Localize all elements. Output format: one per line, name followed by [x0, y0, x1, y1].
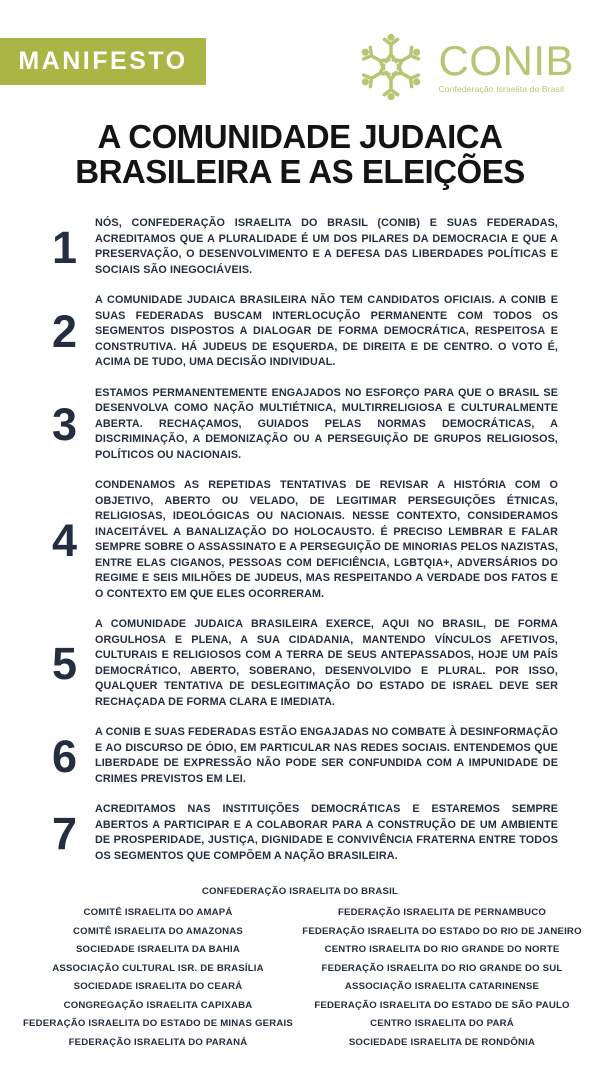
- federation-entry: ASSOCIAÇÃO CULTURAL ISR. DE BRASÍLIA: [52, 962, 264, 974]
- conib-logo-text: [438, 37, 574, 94]
- federation-entry: SOCIEDADE ISRAELITA DE RONDÔNIA: [348, 1036, 536, 1048]
- federation-entry: COMITÊ ISRAELITA DO AMAZONAS: [73, 925, 243, 937]
- manifesto-item-3: [52, 386, 558, 464]
- manifesto-item-1: [52, 216, 558, 278]
- federation-entry: FEDERAÇÃO ISRAELITA DO ESTADO DE MINAS GERAIS: [23, 1018, 293, 1029]
- item-number: 2: [52, 306, 78, 358]
- item-number: 1: [52, 221, 78, 273]
- federation-entry: SOCIEDADE ISRAELITA DA BAHIA: [75, 944, 241, 955]
- item-text: CONDENAMOS AS REPETIDAS TENTATIVAS DE REVISAR A HISTÓRIA COM O OBJETIVO, ABERTO OU VELADO, DE LEGITIMAR PERSEGUIÇÕES ÉTNICAS, RELIGIOSAS, IDEOLÓGICAS OU NACIONAIS. NESSE CONTEXTO, CONSIDERAMOS INACEITÁVEL A BANALIZAÇÃO DO HOLOCAUSTO. É PRECISO LEMBRAR E FALAR SEMPRE SOBRE O ASSASSINATO E A PERSEGUIÇÃO DE MINORIAS PELOS NAZISTAS, ENTRE ELAS CIGANOS, PESSOAS COM DEFICIÊNCIA, LGBTQIA+, ADVERSÁRIOS DO REGIME E SEIS MILHÕES DE JUDEUS, MAS RESPEITANDO A VERDADE DOS FATOS E O CONTEXTO EM QUE ELES OCORRERAM.: [95, 479, 558, 600]
- federation-entry: CENTRO ISRAELITA DO RIO GRANDE DO NORTE: [324, 944, 560, 955]
- item-number: 6: [52, 730, 78, 782]
- manifesto-items: [52, 216, 558, 879]
- federation-entry: CONGREGAÇÃO ISRAELITA CAPIXABA: [63, 999, 253, 1011]
- federation-entry: FEDERAÇÃO ISRAELITA DO PARANÁ: [68, 1036, 248, 1048]
- conib-wordmark: CONIB: [438, 37, 574, 84]
- federations-footer: [0, 886, 600, 1052]
- page-title-line2: BRASILEIRA E AS ELEIÇÕES: [75, 153, 525, 190]
- conib-tagline: Confederação Israelita do Brasil: [438, 84, 564, 94]
- federation-entry: ASSOCIAÇÃO ISRAELITA CATARINENSE: [344, 981, 540, 992]
- page-title-line1: A COMUNIDADE JUDAICA: [97, 118, 503, 155]
- manifesto-item-2: [52, 293, 558, 371]
- federation-entry: FEDERAÇÃO ISRAELITA DO RIO GRANDE DO SUL: [321, 962, 563, 974]
- federations-heading: CONFEDERAÇÃO ISRAELITA DO BRASIL: [201, 886, 399, 897]
- federation-entry: FEDERAÇÃO ISRAELITA DO ESTADO DE SÃO PAULO: [314, 999, 570, 1011]
- item-text: ESTAMOS PERMANENTEMENTE ENGAJADOS NO ESFORÇO PARA QUE O BRASIL SE DESENVOLVA COMO NAÇÃO MULTIÉTNICA, MULTIRRELIGIOSA E CULTURALMENTE ABERTA. RECHAÇAMOS, GUIADOS PELAS NORMAS DEMOCRÁTICAS, A DISCRIMINAÇÃO, A DEMONIZAÇÃO OU A PERSEGUIÇÃO DE GRUPOS RELIGIOSOS, POLÍTICOS OU NACIONAIS.: [95, 386, 558, 461]
- manifesto-item-7: [52, 802, 558, 864]
- item-number: 7: [52, 807, 78, 859]
- federation-entry: SOCIEDADE ISRAELITA DO CEARÁ: [73, 981, 243, 992]
- item-text: ACREDITAMOS NAS INSTITUIÇÕES DEMOCRÁTICAS E ESTAREMOS SEMPRE ABERTOS A PARTICIPAR E A COLABORAR PARA A CONSTRUÇÃO DE UM AMBIENTE DE PROSPERIDADE, JUSTIÇA, DIGNIDADE E CONVIVÊNCIA FRATERNA ENTRE TODOS OS SEGMENTOS QUE COMPÕEM A NAÇÃO BRASILEIRA.: [95, 803, 558, 862]
- conib-star-of-david-figures-icon: [352, 28, 430, 106]
- item-text: NÓS, CONFEDERAÇÃO ISRAELITA DO BRASIL (CONIB) E SUAS FEDERADAS, ACREDITAMOS QUE A PLURALIDADE É UM DOS PILARES DA DEMOCRACIA E QUE A PRESERVAÇÃO, O DESENVOLVIMENTO E A DEFESA DAS LIBERDADES POLÍTICAS E SOCIAIS SÃO INEGOCIÁVEIS.: [95, 217, 558, 276]
- item-text: A COMUNIDADE JUDAICA BRASILEIRA EXERCE, AQUI NO BRASIL, DE FORMA ORGULHOSA E PLENA, A SUA CIDADANIA, MANTENDO VÍNCULOS AFETIVOS, CULTURAIS E RELIGIOSOS COM A TERRA DE SEUS ANTEPASSADOS, HOJE UM PAÍS DEMOCRÁTICO, ABERTO, SOBERANO, DESENVOLVIDO E PLURAL. POR ISSO, QUALQUER TENTATIVA DE DESLEGITIMAÇÃO DO ESTADO DE ISRAEL DEVE SER RECHAÇADA DE FORMA CLARA E IMEDIATA.: [95, 618, 558, 708]
- federation-entry: COMITÊ ISRAELITA DO AMAPÁ: [83, 907, 233, 918]
- item-text: A COMUNIDADE JUDAICA BRASILEIRA NÃO TEM CANDIDATOS OFICIAIS. A CONIB E SUAS FEDERADAS BUSCAM INTERLOCUÇÃO PERMANENTE COM TODOS OS SEGMENTOS DISPOSTOS A DIALOGAR DE FORMA DEMOCRÁTICA, RESPEITOSA E CONSTRUTIVA. HÁ JUDEUS DE ESQUERDA, DE DIREITA E DE CENTRO. O VOTO É, ACIMA DE TUDO, UMA DECISÃO INDIVIDUAL.: [95, 294, 558, 368]
- manifesto-item-5: [52, 617, 558, 710]
- manifesto-item-4: [52, 478, 558, 602]
- item-number: 5: [52, 638, 78, 689]
- federation-entry: FEDERAÇÃO ISRAELITA DE PERNAMBUCO: [337, 907, 547, 918]
- federation-entry: FEDERAÇÃO ISRAELITA DO ESTADO DO RIO DE JANEIRO: [302, 925, 582, 937]
- item-number: 3: [52, 398, 78, 450]
- item-text: A CONIB E SUAS FEDERADAS ESTÃO ENGAJADAS NO COMBATE À DESINFORMAÇÃO E AO DISCURSO DE ÓDIO, EM PARTICULAR NAS REDES SOCIAIS. ENTENDEMOS QUE LIBERDADE DE EXPRESSÃO NÃO PODE SER CONFUNDIDA COM A IMPUNIDADE DE CRIMES PREVISTOS EM LEI.: [95, 726, 558, 785]
- federations-columns: [0, 904, 600, 1052]
- federations-left-column: [16, 904, 300, 1052]
- page-title: [0, 119, 600, 189]
- manifesto-banner-label: MANIFESTO: [18, 47, 188, 75]
- manifesto-banner: [0, 38, 206, 85]
- item-number: 4: [52, 514, 78, 566]
- conib-logo: [352, 28, 574, 106]
- federations-right-column: [300, 904, 584, 1052]
- manifesto-item-6: [52, 725, 558, 787]
- federation-entry: CENTRO ISRAELITA DO PARÁ: [370, 1018, 514, 1029]
